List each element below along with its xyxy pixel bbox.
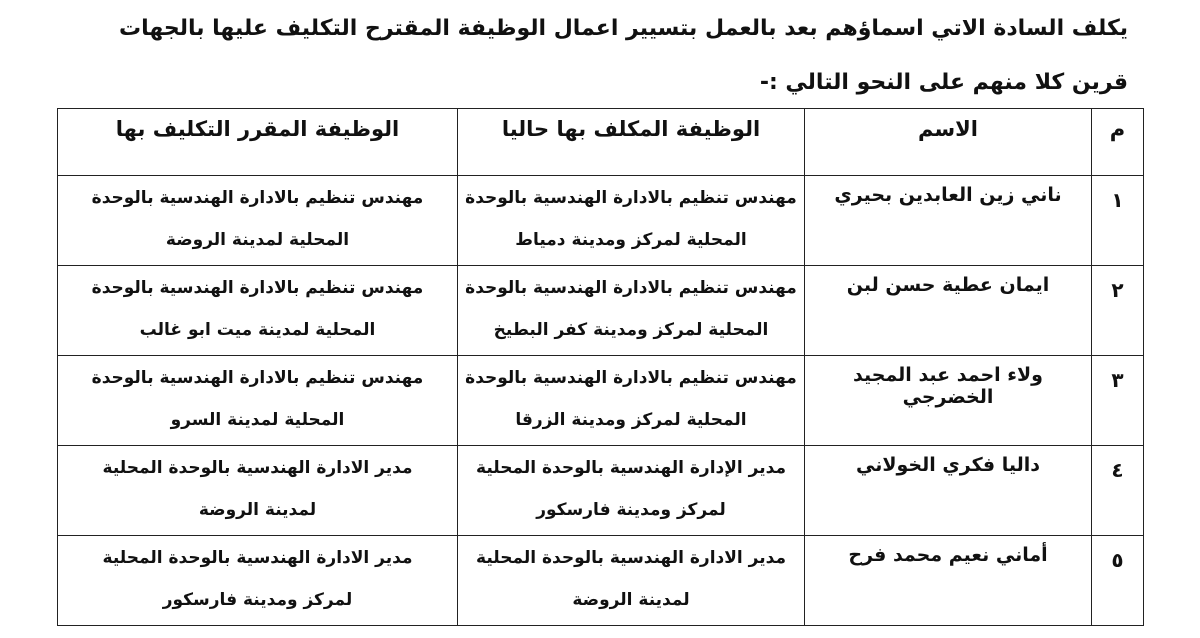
current-job-line-1: مهندس تنظيم بالادارة الهندسية بالوحدة	[465, 278, 797, 298]
header-number: م	[1092, 109, 1144, 176]
assignments-table	[57, 108, 1144, 626]
row-number: ٤	[1111, 458, 1124, 482]
employee-name: ناني زين العابدين بحيري	[834, 184, 1062, 206]
current-job-line-1: مهندس تنظيم بالادارة الهندسية بالوحدة	[465, 368, 797, 388]
new-job-line-2: المحلية لمدينة السرو	[170, 410, 345, 430]
new-job-line-1: مدير الادارة الهندسية بالوحدة المحلية	[102, 458, 413, 478]
row-number: ١	[1111, 188, 1124, 212]
current-job-line-2: لمركز ومدينة فارسكور	[536, 500, 726, 520]
table-row	[58, 446, 1144, 536]
employee-name: ايمان عطية حسن لبن	[846, 274, 1050, 296]
new-job-line-1: مهندس تنظيم بالادارة الهندسية بالوحدة	[91, 368, 424, 388]
new-job-line-2: لمركز ومدينة فارسكور	[162, 590, 353, 610]
current-job-line-1: مهندس تنظيم بالادارة الهندسية بالوحدة	[465, 188, 797, 208]
table-row	[58, 176, 1144, 266]
new-job-line-2: المحلية لمدينة الروضة	[165, 230, 350, 250]
table-row	[58, 356, 1144, 446]
intro-line-1: يكلف السادة الاتي اسماؤهم بعد بالعمل بتسيير اعمال الوظيفة المقترح التكليف عليها بالجهات	[118, 16, 1128, 41]
row-number: ٣	[1111, 368, 1124, 392]
current-job-line-1: مدير الإدارة الهندسية بالوحدة المحلية	[476, 458, 786, 478]
table-row	[58, 266, 1144, 356]
employee-name: داليا فكري الخولاني	[856, 454, 1040, 476]
new-job-line-2: المحلية لمدينة ميت ابو غالب	[139, 320, 376, 340]
new-job-line-1: مهندس تنظيم بالادارة الهندسية بالوحدة	[91, 188, 424, 208]
current-job-line-2: المحلية لمركز ومدينة الزرقا	[515, 410, 747, 430]
employee-name: ولاء احمد عبد المجيد الخضرجي	[853, 364, 1043, 408]
table-row	[58, 536, 1144, 626]
row-number: ٥	[1111, 548, 1124, 572]
intro-line-2: قرين كلا منهم على النحو التالي :-	[759, 70, 1128, 95]
current-job-line-2: لمدينة الروضة	[572, 590, 690, 610]
new-job-line-1: مدير الادارة الهندسية بالوحدة المحلية	[102, 548, 413, 568]
header-new-job: الوظيفة المقرر التكليف بها	[58, 109, 458, 176]
employee-name: أماني نعيم محمد فرح	[848, 544, 1048, 566]
table-header-row	[58, 109, 1144, 176]
current-job-line-1: مدير الادارة الهندسية بالوحدة المحلية	[476, 548, 786, 568]
current-job-line-2: المحلية لمركز ومدينة دمياط	[515, 230, 747, 250]
current-job-line-2: المحلية لمركز ومدينة كفر البطيخ	[493, 320, 769, 340]
header-name: الاسم	[805, 109, 1092, 176]
row-number: ٢	[1111, 278, 1124, 302]
header-current-job: الوظيفة المكلف بها حاليا	[458, 109, 805, 176]
new-job-line-1: مهندس تنظيم بالادارة الهندسية بالوحدة	[91, 278, 424, 298]
new-job-line-2: لمدينة الروضة	[198, 500, 317, 520]
